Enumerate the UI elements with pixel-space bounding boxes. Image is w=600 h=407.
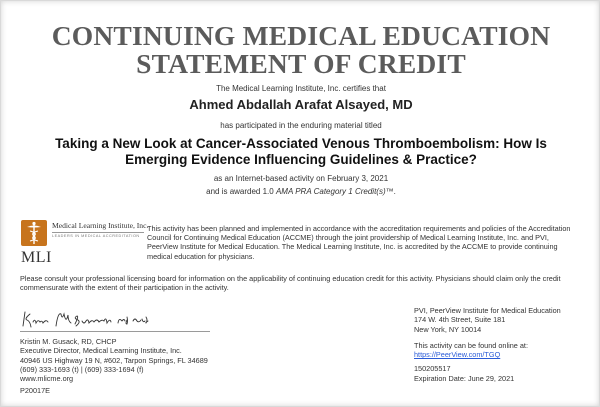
activity-date: as an Internet-based activity on February 3, 2021: [213, 174, 389, 183]
signature-image: [21, 306, 161, 332]
credit-award: [1, 187, 600, 197]
pvi-block: [414, 306, 594, 383]
title-line-2: STATEMENT OF CREDIT: [136, 48, 466, 79]
signatory-address: 40946 US Highway 19 N, #602, Tarpon Springs, FL 34689: [20, 355, 208, 365]
logo-divider: [52, 232, 144, 233]
credit-award-suffix: ™.: [385, 187, 396, 196]
signatory-phone: (609) 333-1693 (t) | (609) 333-1694 (f): [20, 364, 144, 374]
participation-text: has participated in the enduring material titled: [220, 121, 382, 130]
caduceus-icon: [21, 220, 47, 246]
document-code: P20017E: [20, 386, 51, 395]
online-label: This activity can be found online at:: [414, 340, 528, 350]
credit-award-prefix: and is awarded 1.0: [206, 187, 276, 196]
accreditation-statement: This activity has been planned and implemented in accordance with the accreditation requirements and policies of the Accreditation Council for Continuing Medical Education (ACCME) through the joint providership of Medical Learning Institute, Inc. and PVI, PeerView Institute for Medical Education. The Medical Learning Institute, Inc. is accredited by the ACCME to provide continuing medical education for physicians.: [147, 224, 571, 261]
course-title: Taking a New Look at Cancer-Associated Venous Thromboembolism: How Is Emerging Evidence Influencing Guidelines & Practice?: [55, 136, 547, 167]
activity-id: 150205517: [414, 364, 451, 374]
pvi-street: 174 W. 4th Street, Suite 181: [414, 315, 506, 325]
signatory-title: Executive Director, Medical Learning Institute, Inc.: [20, 346, 182, 356]
expiration-date: Expiration Date: June 29, 2021: [414, 373, 515, 383]
online-url-link[interactable]: https://PeerView.com/TGQ: [414, 350, 501, 360]
signatory-website[interactable]: www.mlicme.org: [20, 374, 74, 384]
licensing-notice: Please consult your professional licensing board for information on the applicability of continuing education credit for this activity. Physicians should claim only the credit commensurate with the extent of their participation in the activity.: [20, 274, 561, 293]
signatory-name: Kristin M. Gusack, RD, CHCP: [20, 337, 117, 346]
mli-logo: [21, 220, 149, 268]
pvi-city: New York, NY 10014: [414, 324, 482, 334]
logo-name: Medical Learning Institute, Inc.: [52, 221, 149, 230]
certify-text: The Medical Learning Institute, Inc. certifies that: [216, 84, 386, 93]
logo-abbr: MLI: [21, 249, 52, 266]
signature-line: [20, 331, 210, 332]
logo-tagline: LEADERS IN MEDICAL ACCREDITATION: [52, 234, 140, 238]
recipient-name: Ahmed Abdallah Arafat Alsayed, MD: [189, 97, 413, 112]
credit-award-category: AMA PRA Category 1 Credit(s): [275, 187, 386, 196]
title-line-1: CONTINUING MEDICAL EDUCATION: [51, 20, 551, 51]
signatory-block: [20, 337, 280, 383]
pvi-name: PVI, PeerView Institute for Medical Education: [414, 306, 561, 315]
